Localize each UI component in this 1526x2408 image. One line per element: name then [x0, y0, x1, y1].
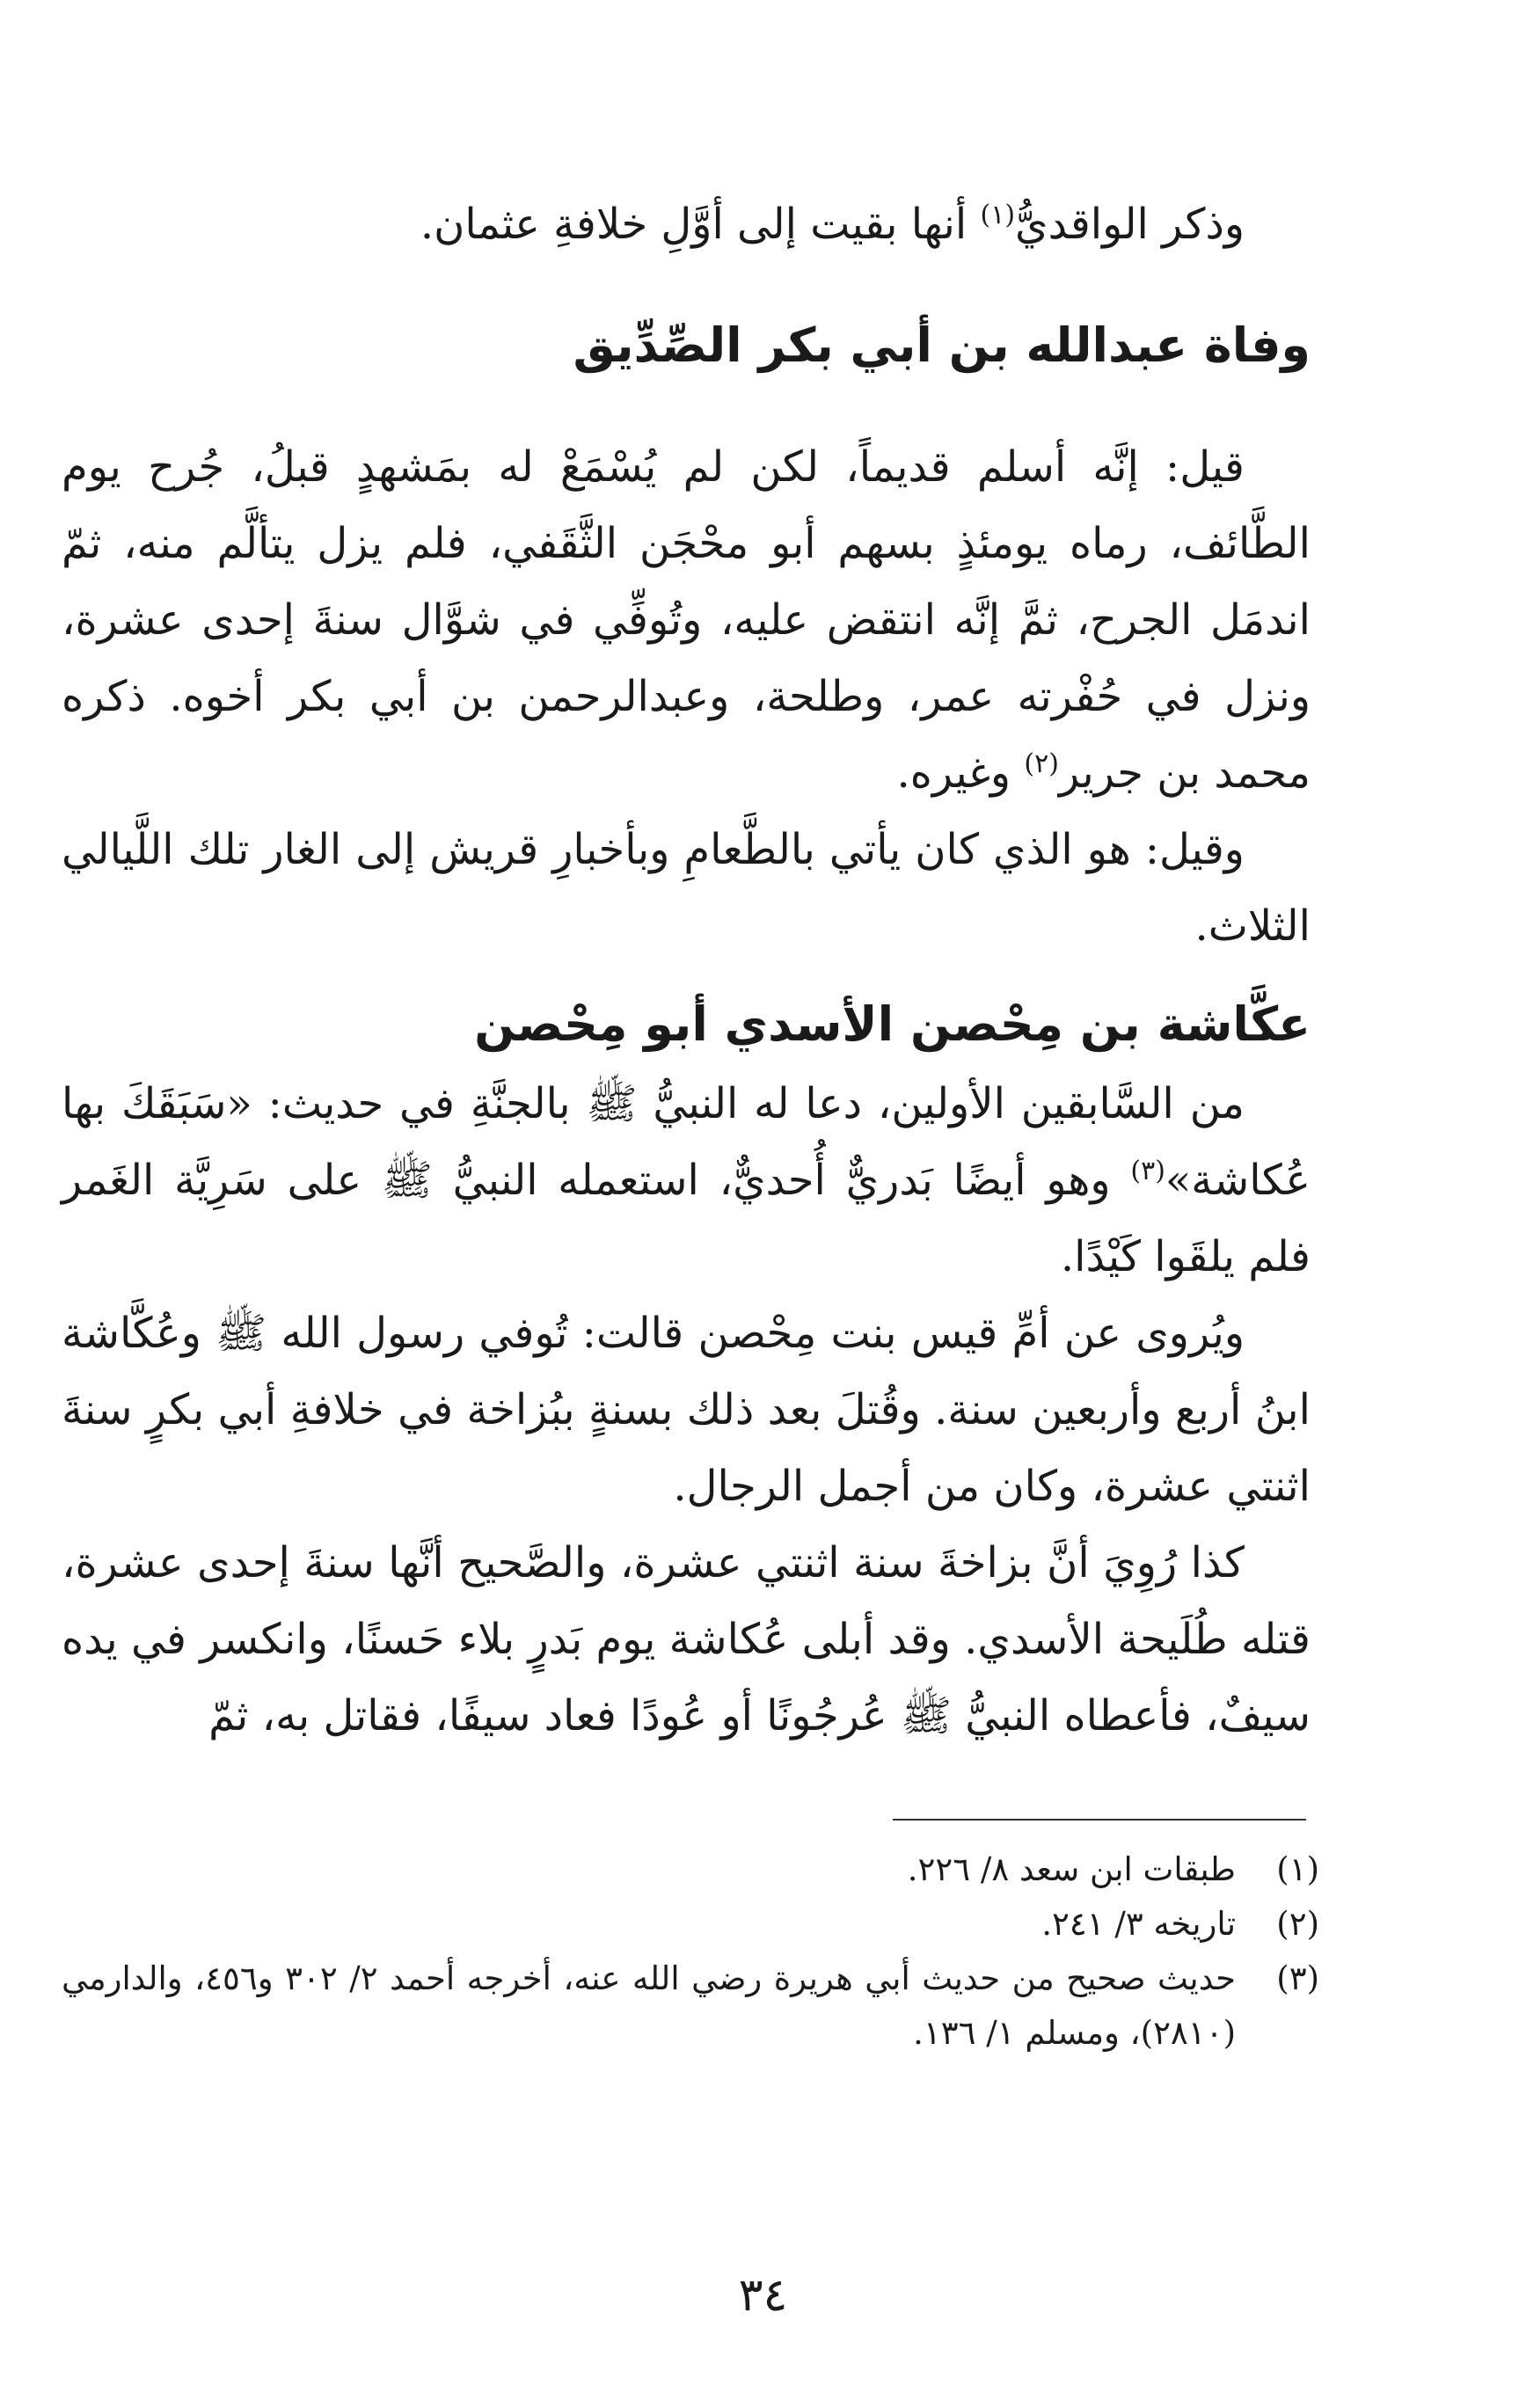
abdullah-paragraph-2: وقيل: هو الذي كان يأتي بالطَّعامِ وبأخبارِ قريش إلى الغار تلك اللَّيالي الثلاث.	[62, 825, 1311, 951]
footnote-ref-1[interactable]: (١)	[980, 200, 1016, 230]
section-ukkasha	[62, 985, 1311, 1064]
intro-text: وذكر الواقديُّ	[1015, 200, 1245, 249]
section-heading-ukkasha: عكَّاشة بن مِحْصن الأسدي أبو مِحْصن	[474, 996, 1311, 1052]
ukkasha-text: من السَّابقين الأولين، دعا له النبيُّ ﷺ بالجنَّةِ في حديث: «سَبَقَكَ بها عُكاشة»	[62, 1079, 1311, 1205]
page-number: ٣٤	[738, 2269, 788, 2322]
section-abdullah	[62, 306, 1311, 385]
abdullah-paragraph-1	[62, 429, 1311, 812]
ukkasha-text-tail: وهو أيضًا بَدريٌّ أُحديٌّ، استعمله النبيُّ ﷺ على سَرِيَّة الغَمر فلم يلقَوا كَيْدًا.	[62, 1156, 1311, 1281]
abdullah-text: قيل: إنَّه أسلم قديماً، لكن لم يُسْمَعْ له بمَشهدٍ قبلُ، جُرح يوم الطَّائف، رماه يومئذٍ بسهم أبو محْجَن الثَّقَفي، فلم يزل يتألَّم منه، ثمّ اندمَل الجرح، ثمَّ إنَّه انتقض عليه، وتُوفِّي في شوَّال سنةَ إحدى عشرة، ونزل في حُفْرته عمر، وطلحة، وعبدالرحمن بن أبي بكر أخوه. ذكره محمد بن جرير	[62, 442, 1311, 798]
footnote-number: (٣)	[1276, 1959, 1319, 1997]
abdullah-text-tail: وغيره.	[896, 748, 1025, 798]
footnote-text: تاريخه ٣/ ٢٤١.	[1041, 1905, 1236, 1943]
footnote-text: طبقات ابن سعد ٨/ ٢٢٦.	[907, 1850, 1236, 1888]
footnote-3	[62, 1952, 1319, 2061]
footnote-ref-2[interactable]: (٢)	[1024, 748, 1059, 779]
ukkasha-paragraph-1	[62, 1066, 1311, 1295]
footnote-number: (١)	[1276, 1850, 1319, 1888]
footnote-ref-3[interactable]: (٣)	[1130, 1156, 1165, 1186]
intro-block	[62, 186, 1311, 263]
ukkasha-paragraph-3: كذا رُوِيَ أنَّ بزاخةَ سنة اثنتي عشرة، والصَّحيح أنَّها سنةَ إحدى عشرة، قتله طُلَيحة الأسدي. وقد أبلى عُكاشة يوم بَدرٍ بلاء حَسنًا، وانكسر في يده سيفٌ، فأعطاه النبيُّ ﷺ عُرجُونًا أو عُودًا فعاد سيفًا، فقاتل به، ثمّ	[62, 1538, 1311, 1740]
footnote-number: (٢)	[1276, 1905, 1319, 1943]
footnote-divider	[893, 1819, 1306, 1821]
intro-paragraph	[62, 186, 1311, 263]
footnote-text: حديث صحيح من حديث أبي هريرة رضي الله عنه، أخرجه أحمد ٢/ ٣٠٢ و٤٥٦، والدارمي (٢٨١٠)، ومسلم ١/ ١٣٦.	[62, 1959, 1236, 2052]
section-ukkasha-body	[62, 1066, 1311, 1755]
section-abdullah-body	[62, 429, 1311, 965]
intro-text-tail: أنها بقيت إلى أوَّلِ خلافةِ عثمان.	[420, 200, 981, 249]
section-heading-abdullah: وفاة عبدالله بن أبي بكر الصِّدِّيق	[573, 317, 1311, 373]
ukkasha-paragraph-2: ويُروى عن أمِّ قيس بنت مِحْصن قالت: تُوفي رسول الله ﷺ وعُكَّاشة ابنُ أربع وأربعين سنة. وقُتلَ بعد ذلك بسنةٍ ببُزاخة في خلافةِ أبي بكرٍ سنةَ اثنتي عشرة، وكان من أجمل الرجال.	[62, 1309, 1311, 1511]
footnote-1	[62, 1842, 1319, 1897]
footnotes	[62, 1842, 1319, 2061]
footnote-2	[62, 1897, 1319, 1952]
